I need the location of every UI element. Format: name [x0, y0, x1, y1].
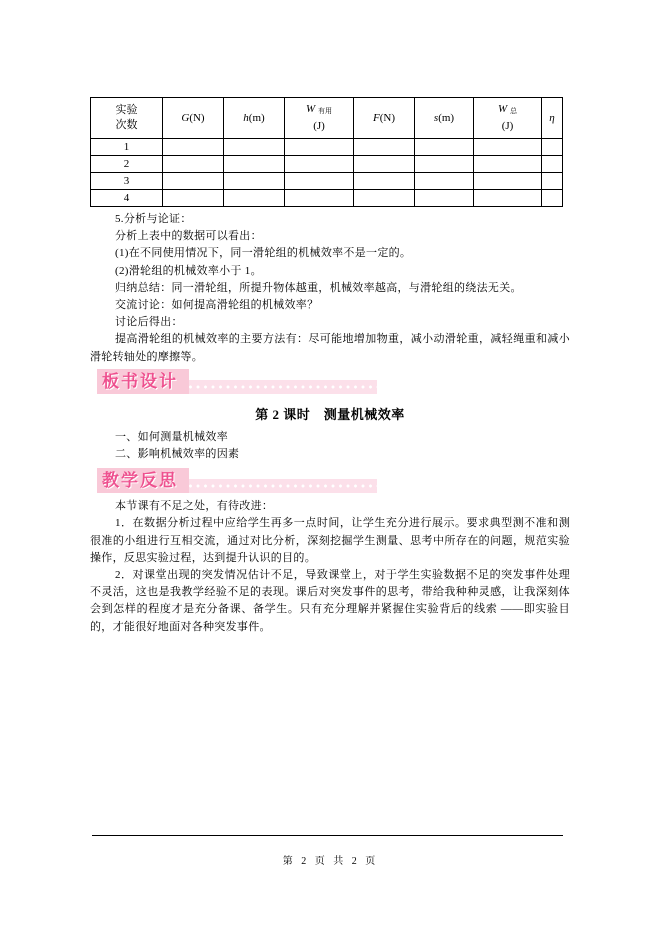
header-cell-trial-number: [91, 98, 163, 139]
table-cell-empty: [285, 156, 354, 173]
table-cell-empty: [415, 190, 474, 207]
header-cell-s: [415, 98, 474, 139]
table-cell-empty: [542, 156, 563, 173]
table-cell-empty: [224, 156, 285, 173]
table-cell-empty: [285, 190, 354, 207]
board-design-item: 二、影响机械效率的因素: [115, 448, 240, 461]
header-cell-g: [163, 98, 224, 139]
board-design-item: 一、如何测量机械效率: [115, 430, 228, 443]
document-content: [90, 97, 570, 636]
table-cell-empty: [415, 156, 474, 173]
table-cell-empty: [224, 190, 285, 207]
header-cell-w-total: [474, 98, 542, 139]
unit-label: (m): [248, 111, 265, 124]
table-cell-empty: [474, 173, 542, 190]
header-label: 实验: [115, 104, 138, 116]
table-cell-empty: [415, 139, 474, 156]
teaching-reflection-banner: [97, 468, 377, 493]
table-row: [91, 156, 563, 173]
page-number: 第 2 页 共 2 页: [282, 856, 379, 867]
variable-symbol: W 总: [498, 103, 517, 115]
table-cell-empty: [285, 173, 354, 190]
variable-symbol: W 有用: [306, 103, 332, 115]
row-number-cell: 3: [91, 173, 163, 190]
table-cell-empty: [354, 156, 415, 173]
table-row: [91, 173, 563, 190]
table-cell-empty: [542, 190, 563, 207]
variable-symbol: G: [181, 111, 190, 124]
table-cell-empty: [163, 190, 224, 207]
table-row: [91, 139, 563, 156]
header-cell-h: [224, 98, 285, 139]
unit-label: (N): [189, 111, 205, 124]
table-cell-empty: [354, 173, 415, 190]
analysis-paragraph: 讨论后得出：: [115, 316, 183, 329]
footer-divider: [92, 835, 563, 836]
table-cell-empty: [163, 139, 224, 156]
table-cell-empty: [354, 139, 415, 156]
reflection-paragraph: 本节课有不足之处，有待改进：: [115, 500, 274, 513]
analysis-paragraph: (2)滑轮组的机械效率小于 1。: [115, 264, 262, 277]
table-cell-empty: [163, 156, 224, 173]
unit-label: (J): [313, 120, 325, 132]
table-cell-empty: [474, 190, 542, 207]
board-design-banner: [97, 369, 377, 394]
board-design-banner-label: 板书设计: [97, 369, 189, 394]
analysis-paragraph: 提高滑轮组的机械效率的主要方法有：尽可能地增加物重，减小动滑轮重，减轻绳重和减小滑轮转轴处的摩擦等。: [90, 333, 570, 363]
reflection-paragraph: 1．在数据分析过程中应给学生再多一点时间，让学生充分进行展示。要求典型测不准和测很准的小组进行互相交流，通过对比分析，深刻挖掘学生测量、思考中所存在的问题，规范实验操作，反思实验过程，达到提升认识的目的。: [90, 517, 570, 564]
table-cell-empty: [354, 190, 415, 207]
table-row: [91, 190, 563, 207]
header-cell-w-useful: [285, 98, 354, 139]
table-cell-empty: [542, 173, 563, 190]
variable-symbol: η: [549, 111, 555, 124]
table-cell-empty: [474, 139, 542, 156]
header-cell-eta: [542, 98, 563, 139]
teaching-reflection-banner-label: 教学反思: [97, 468, 189, 493]
table-header-row: [91, 98, 563, 139]
table-cell-empty: [224, 139, 285, 156]
header-cell-f: [354, 98, 415, 139]
analysis-paragraph: (1)在不同使用情况下，同一滑轮组的机械效率不是一定的。: [115, 247, 412, 260]
table-cell-empty: [163, 173, 224, 190]
reflection-section: [90, 498, 570, 636]
board-design-section: [90, 404, 570, 463]
analysis-paragraph: 归纳总结：同一滑轮组，所提升物体越重，机械效率越高，与滑轮组的绕法无关。: [115, 281, 522, 294]
lesson-title: 第 2 课时 测量机械效率: [255, 406, 405, 422]
analysis-section: [90, 211, 570, 366]
experiment-table: [90, 97, 563, 207]
variable-symbol: s: [433, 111, 439, 124]
header-label: 次数: [115, 119, 138, 131]
analysis-paragraph: 5.分析与论证：: [115, 213, 192, 225]
table-cell-empty: [542, 139, 563, 156]
row-number-cell: 4: [91, 190, 163, 207]
unit-label: (J): [501, 120, 514, 132]
reflection-paragraph: 2．对课堂出现的突发情况估计不足，导致课堂上，对于学生实验数据不足的突发事件处理不灵活，这也是我教学经验不足的表现。课后对突发事件的思考，带给我种种灵感，让我深刻体会到怎样的程度才是充分备课、备学生。只有充分理解并紧握住实验背后的线索 ——即实验目的，才能很好地面对各种突发事件。: [90, 569, 570, 633]
unit-label: (N): [379, 111, 395, 124]
variable-symbol: h: [243, 111, 249, 124]
unit-label: (m): [438, 111, 455, 124]
table-cell-empty: [415, 173, 474, 190]
analysis-paragraph: 分析上表中的数据可以看出：: [115, 230, 262, 243]
analysis-paragraph: 交流讨论：如何提高滑轮组的机械效率？: [115, 299, 319, 312]
variable-symbol: F: [372, 111, 380, 124]
table-cell-empty: [224, 173, 285, 190]
table-cell-empty: [285, 139, 354, 156]
table-cell-empty: [474, 156, 542, 173]
row-number-cell: 1: [91, 139, 163, 156]
row-number-cell: 2: [91, 156, 163, 173]
